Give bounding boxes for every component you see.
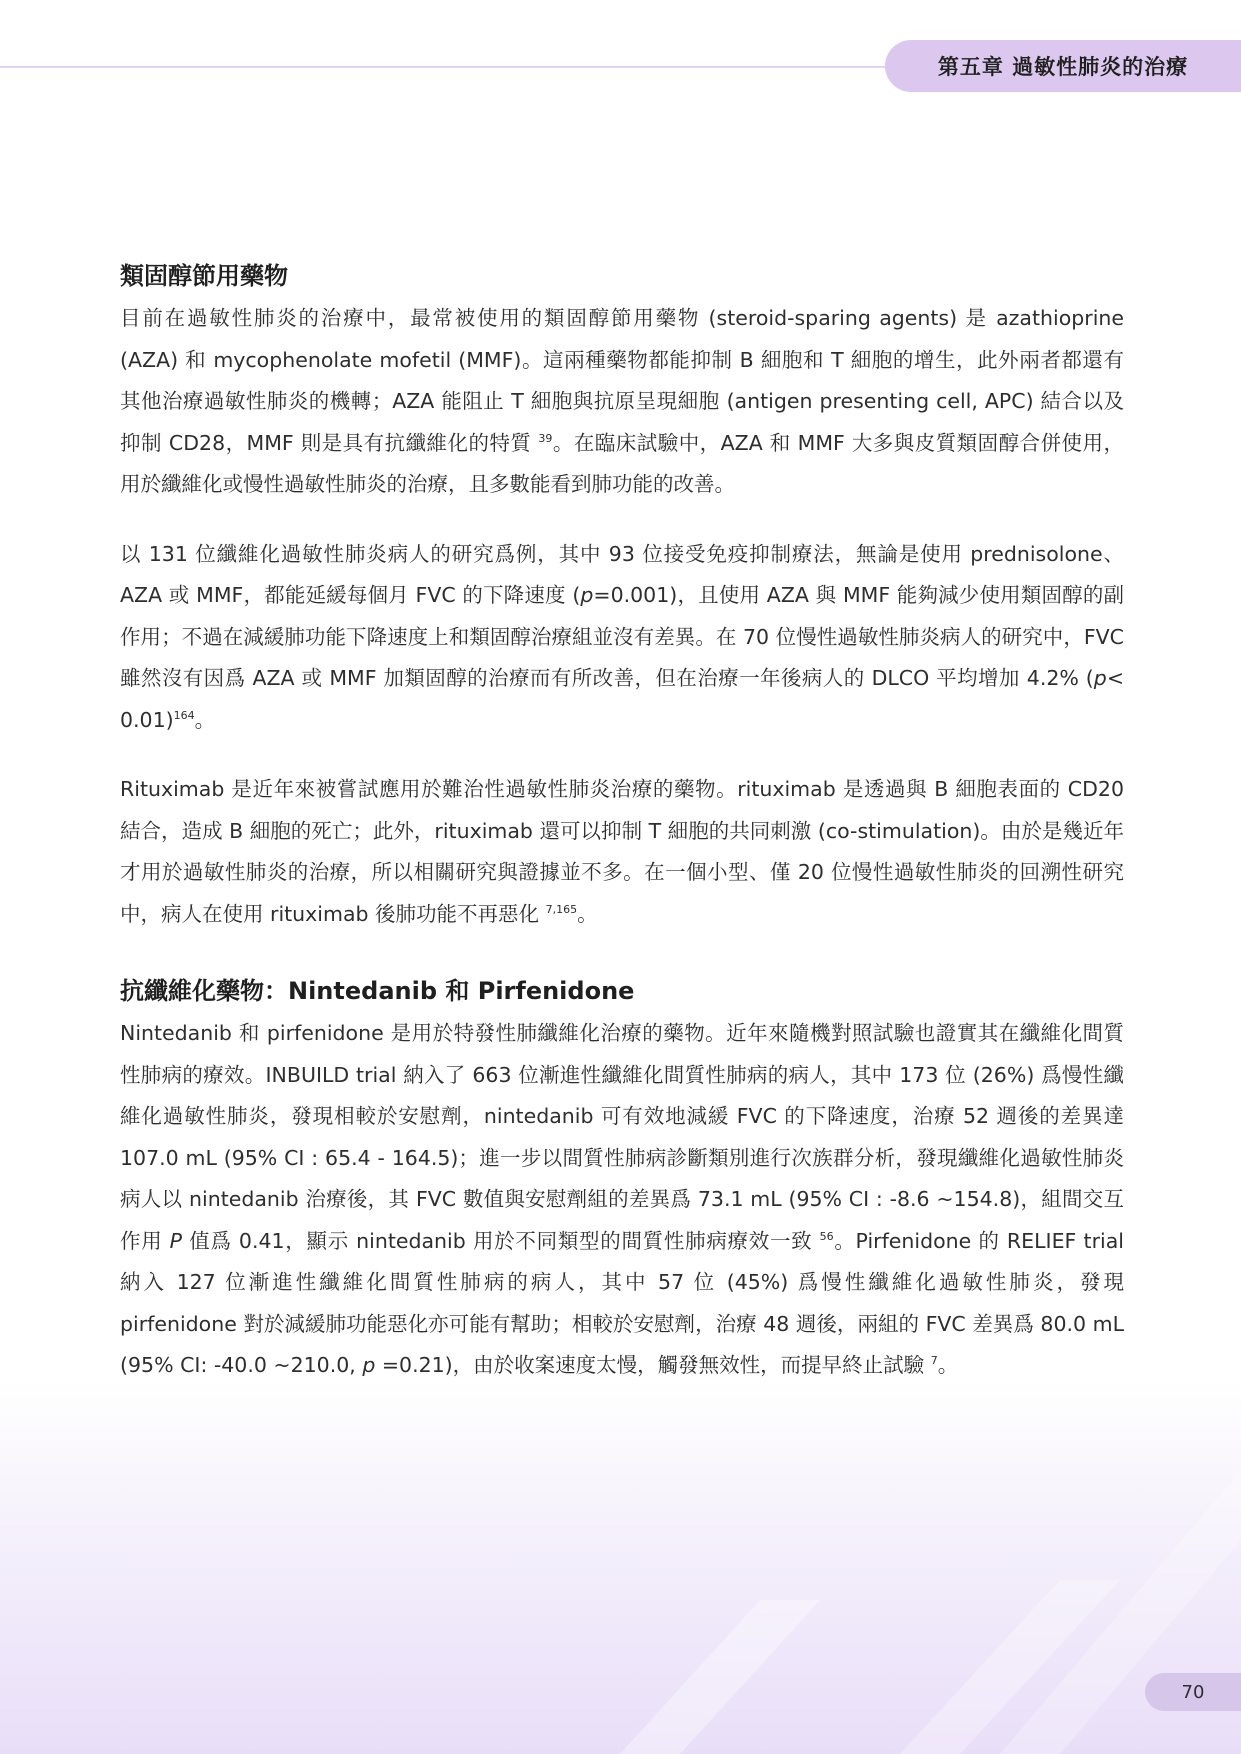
italic-symbol: p bbox=[362, 1353, 376, 1377]
main-content bbox=[120, 258, 1124, 1387]
text-run: < 0.01) bbox=[120, 666, 1124, 732]
citation-ref: 7 bbox=[930, 1354, 938, 1368]
paragraph bbox=[120, 769, 1124, 935]
italic-symbol: p bbox=[580, 583, 594, 607]
header-rule bbox=[0, 66, 900, 68]
text-run: Rituximab 是近年來被嘗試應用於難治性過敏性肺炎治療的藥物。rituximab 是透過與 B 細胞表面的 CD20 結合，造成 B 細胞的死亡；此外，rituximab 還可以抑制 T 細胞的共同刺激 (co-stimulation)。由於是幾近年才用於過敏性肺炎的治療，所以相關研究與證據並不多。在一個小型、僅 20 位慢性過敏性肺炎的回溯性研究中，病人在使用 rituximab 後肺功能不再惡化 bbox=[120, 777, 1124, 926]
page-number: 70 bbox=[1145, 1673, 1241, 1711]
text-run: 目前在過敏性肺炎的治療中，最常被使用的類固醇節用藥物 (steroid-sparing agents) 是 azathioprine (AZA) 和 mycophenolate mofetil (MMF)。這兩種藥物都能抑制 B 細胞和 T 細胞的增生，此外兩者都還有其他治療過敏性肺炎的機轉；AZA 能阻止 T 細胞與抗原呈現細胞 (antigen presenting cell, APC) 結合以及抑制 CD28，MMF 則是具有抗纖維化的特質 bbox=[120, 306, 1124, 455]
section-title: 抗纖維化藥物：Nintedanib 和 Pirfenidone bbox=[120, 977, 635, 1005]
text-run: =0.001)，且使用 AZA 與 MMF 能夠減少使用類固醇的副作用；不過在減緩肺功能下降速度上和類固醇治療組並沒有差異。在 70 位慢性過敏性肺炎病人的研究中，FVC 雖然沒有因爲 AZA 或 MMF 加類固醇的治療而有所改善，但在治療一年後病人的 DLCO 平均增加 4.2% ( bbox=[120, 583, 1125, 690]
chapter-title-tab: 第五章 過敏性肺炎的治療 bbox=[885, 40, 1241, 92]
text-run: Nintedanib 和 pirfenidone 是用於特發性肺纖維化治療的藥物。近年來隨機對照試驗也證實其在纖維化間質性肺病的療效。INBUILD trial 納入了 663 位漸進性纖維化間質性肺病的病人，其中 173 位 (26%) 爲慢性纖維化過敏性肺炎，發現相較於安慰劑，nintedanib 可有效地減緩 FVC 的下降速度，治療 52 週後的差異達 107.0 mL (95% CI : 65.4 - 164.5)；進一步以間質性肺病診斷類別進行次族群分析，發現纖維化過敏性肺炎病人以 nintedanib 治療後，其 FVC 數值與安慰劑組的差異爲 73.1 mL (95% CI : -8.6 ~154.8)，組間交互作用 bbox=[120, 1021, 1124, 1253]
italic-symbol: p bbox=[1093, 666, 1107, 690]
text-run: 。 bbox=[577, 901, 598, 926]
text-run: 以 131 位纖維化過敏性肺炎病人的研究爲例，其中 93 位接受免疫抑制療法，無論是使用 prednisolone、AZA 或 MMF，都能延緩每個月 FVC 的下降速度 ( bbox=[120, 541, 1124, 607]
text-run: =0.21)，由於收案速度太慢，觸發無效性，而提早終止試驗 bbox=[375, 1353, 931, 1377]
citation-ref: 56 bbox=[819, 1229, 834, 1243]
citation-ref: 164 bbox=[173, 708, 195, 722]
paragraph bbox=[120, 298, 1124, 506]
text-run: 。在臨床試驗中，AZA 和 MMF 大多與皮質類固醇合併使用，用於纖維化或慢性過敏性肺炎的治療，且多數能看到肺功能的改善。 bbox=[120, 430, 1124, 496]
citation-ref: 39 bbox=[538, 431, 553, 445]
text-run: 。 bbox=[937, 1353, 959, 1377]
paragraph bbox=[120, 1013, 1124, 1387]
text-run: 值爲 0.41，顯示 nintedanib 用於不同類型的間質性肺病療效一致 bbox=[182, 1228, 820, 1253]
paragraph bbox=[120, 534, 1124, 742]
italic-symbol: P bbox=[169, 1228, 183, 1253]
section-title: 類固醇節用藥物 bbox=[120, 262, 288, 290]
citation-ref: 7,165 bbox=[545, 902, 578, 916]
text-run: 。Pirfenidone 的 RELIEF trial 納入 127 位漸進性纖維化間質性肺病的病人，其中 57 位 (45%) 爲慢性纖維化過敏性肺炎，發現 pirfenidone 對於減緩肺功能惡化亦可能有幫助；相較於安慰劑，治療 48 週後，兩組的 FVC 差異爲 80.0 mL (95% CI: -40.0 ~210.0, bbox=[120, 1228, 1124, 1377]
text-run: 。 bbox=[194, 707, 216, 732]
